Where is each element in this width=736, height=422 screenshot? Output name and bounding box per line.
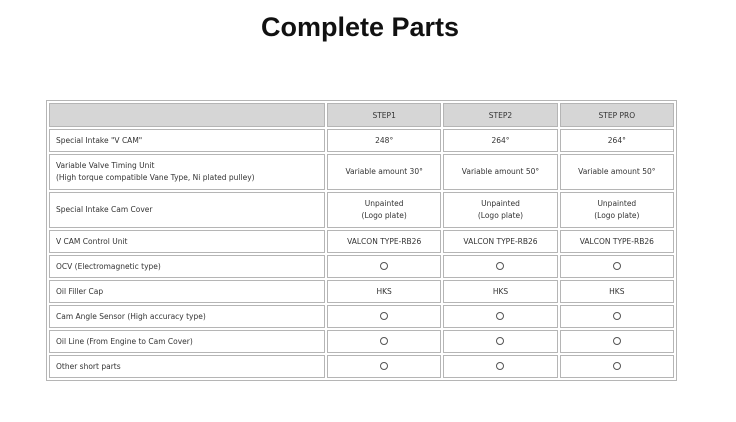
value-cell <box>560 230 674 253</box>
value-cell <box>443 230 557 253</box>
value-text: VALCON TYPE-RB26 <box>347 237 422 246</box>
circle-mark-icon <box>380 337 388 345</box>
page-title: Complete Parts <box>260 12 460 42</box>
value-text: Unpainted <box>597 199 637 208</box>
table-row <box>49 230 674 253</box>
circle-mark-icon <box>613 337 621 345</box>
label-subtext: (High torque compatible Vane Type, Ni plated pulley) <box>56 173 255 182</box>
table-row <box>49 154 674 190</box>
row-label <box>49 305 325 328</box>
value-cell <box>560 129 674 152</box>
value-text: VALCON TYPE-RB26 <box>579 237 654 246</box>
value-text: HKS <box>376 287 392 296</box>
header-cell: STEP1 <box>327 103 441 127</box>
circle-mark-icon <box>496 362 504 370</box>
circle-mark-icon <box>496 262 504 270</box>
value-cell <box>560 154 674 190</box>
value-text: Unpainted <box>481 199 520 208</box>
value-text: VALCON TYPE-RB26 <box>463 237 538 246</box>
header-cell: STEP2 <box>443 103 557 127</box>
row-label <box>49 230 325 253</box>
label-text: Special Intake "V CAM" <box>56 136 143 145</box>
row-label <box>49 355 325 378</box>
value-cell <box>327 355 441 378</box>
value-cell <box>443 305 557 328</box>
circle-mark-icon <box>613 362 621 370</box>
value-cell <box>560 192 674 228</box>
value-cell <box>443 255 557 278</box>
circle-mark-icon <box>496 337 504 345</box>
value-cell <box>443 280 557 303</box>
label-text: V CAM Control Unit <box>56 237 128 246</box>
value-cell <box>443 154 557 190</box>
value-cell <box>327 305 441 328</box>
value-cell <box>560 255 674 278</box>
row-label <box>49 330 325 353</box>
circle-mark-icon <box>613 312 621 320</box>
header-cell <box>49 103 325 127</box>
circle-mark-icon <box>613 262 621 270</box>
table-row <box>49 129 674 152</box>
circle-mark-icon <box>496 312 504 320</box>
label-text: Variable Valve Timing Unit <box>56 161 155 170</box>
value-cell <box>327 255 441 278</box>
value-cell <box>560 305 674 328</box>
circle-mark-icon <box>380 312 388 320</box>
value-text: Variable amount 30° <box>345 167 423 176</box>
row-label <box>49 129 325 152</box>
value-text: HKS <box>609 287 625 296</box>
row-label <box>49 192 325 228</box>
value-subtext: (Logo plate) <box>477 211 524 220</box>
label-text: Cam Angle Sensor (High accuracy type) <box>56 312 206 321</box>
label-text: Special Intake Cam Cover <box>56 205 153 214</box>
table-row <box>49 305 674 328</box>
parts-table <box>46 100 677 381</box>
value-cell <box>327 230 441 253</box>
table-row <box>49 355 674 378</box>
table-row <box>49 280 674 303</box>
value-cell <box>327 154 441 190</box>
value-cell <box>560 280 674 303</box>
table-row <box>49 192 674 228</box>
value-cell <box>560 355 674 378</box>
circle-mark-icon <box>380 262 388 270</box>
label-text: Other short parts <box>56 362 121 371</box>
row-label <box>49 154 325 190</box>
value-text: Variable amount 50° <box>461 167 540 176</box>
label-text: OCV (Electromagnetic type) <box>56 262 161 271</box>
value-cell <box>327 129 441 152</box>
value-cell <box>443 330 557 353</box>
value-cell <box>327 280 441 303</box>
value-text: 264° <box>607 136 626 145</box>
value-subtext: (Logo plate) <box>594 211 640 220</box>
table-header <box>49 103 674 127</box>
value-cell <box>327 192 441 228</box>
value-subtext: (Logo plate) <box>361 211 407 220</box>
label-text: Oil Filler Cap <box>56 287 104 296</box>
value-cell <box>443 129 557 152</box>
circle-mark-icon <box>380 362 388 370</box>
value-text: Unpainted <box>364 199 404 208</box>
table-row <box>49 255 674 278</box>
value-cell <box>560 330 674 353</box>
value-cell <box>443 355 557 378</box>
table-row <box>49 330 674 353</box>
value-text: HKS <box>492 287 509 296</box>
label-text: Oil Line (From Engine to Cam Cover) <box>56 337 193 346</box>
value-cell <box>443 192 557 228</box>
header-cell: STEP PRO <box>560 103 674 127</box>
value-text: 264° <box>491 136 510 145</box>
value-text: Variable amount 50° <box>578 167 656 176</box>
row-label <box>49 280 325 303</box>
row-label <box>49 255 325 278</box>
value-text: 248° <box>375 136 394 145</box>
value-cell <box>327 330 441 353</box>
